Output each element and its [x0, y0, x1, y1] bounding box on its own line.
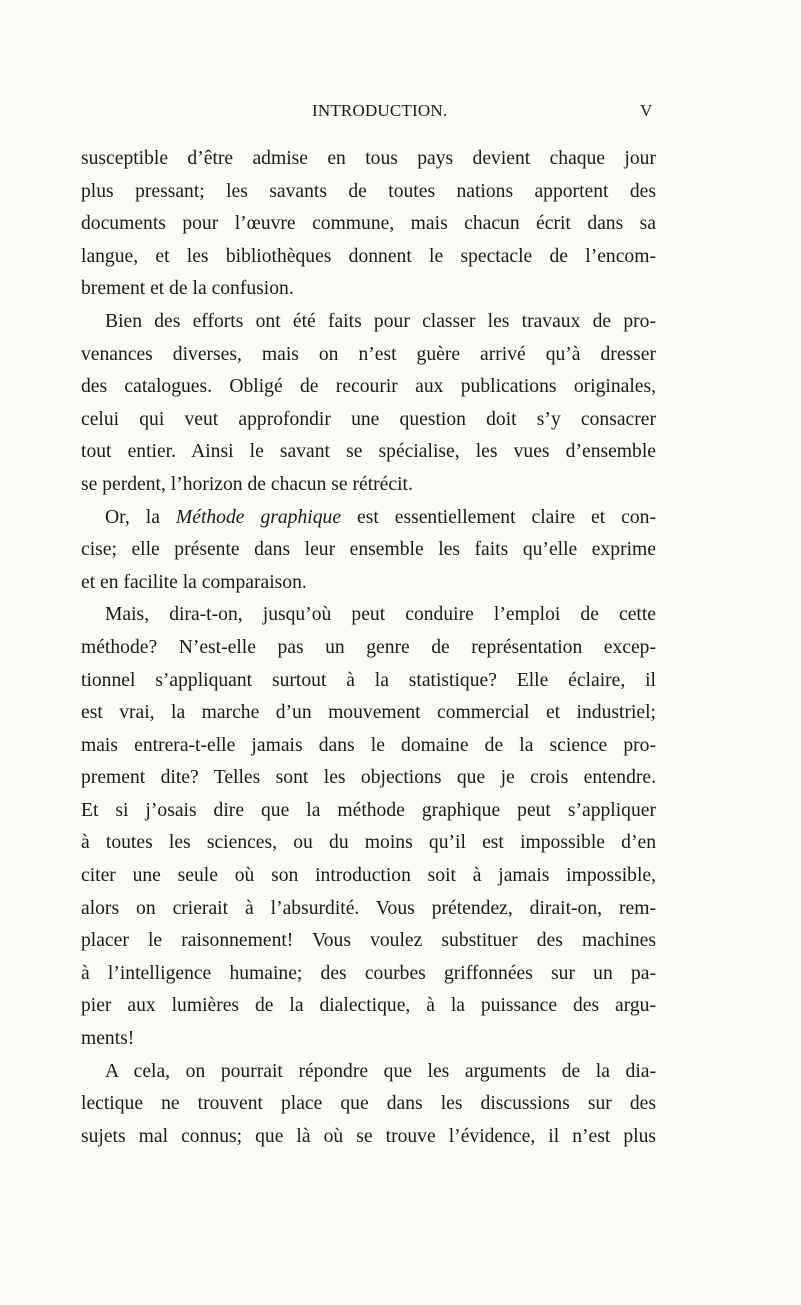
text-line: tionnel s’appliquant surtout à la statistique? Elle éclaire, il — [81, 669, 656, 691]
text-line: méthode? N’est-elle pas un genre de représentation excep- — [81, 636, 656, 658]
text-line: des catalogues. Obligé de recourir aux publications originales, — [81, 376, 656, 398]
body-text — [81, 143, 656, 1153]
text-line: plus pressant; les savants de toutes nations apportent des — [81, 180, 656, 202]
text-line: brement et de la confusion. — [81, 278, 294, 300]
text-run: Or, la — [105, 506, 176, 528]
paragraph-first-line: A cela, on pourrait répondre que les arguments de la dia- — [105, 1060, 656, 1082]
text-line: Et si j’osais dire que la méthode graphique peut s’appliquer — [81, 799, 656, 821]
text-line: celui qui veut approfondir une question doit s’y consacrer — [81, 408, 656, 430]
text-line: à toutes les sciences, ou du moins qu’il est impossible d’en — [81, 832, 656, 854]
paragraph-first-line-with-italic — [81, 502, 656, 535]
text-line: prement dite? Telles sont les objections que je crois entendre. — [81, 767, 656, 789]
text-line: langue, et les bibliothèques donnent le spectacle de l’encom- — [81, 245, 656, 267]
paragraph-first-line: Bien des efforts ont été faits pour classer les travaux de pro- — [105, 310, 656, 332]
text-line: est vrai, la marche d’un mouvement commercial et industriel; — [81, 702, 656, 724]
italic-title: Méthode graphique — [175, 506, 342, 528]
text-line: lectique ne trouvent place que dans les discussions sur des — [81, 1093, 656, 1115]
text-line: sujets mal connus; que là où se trouve l’évidence, il n’est plus — [81, 1125, 656, 1147]
page-number: V — [640, 101, 653, 120]
text-line: documents pour l’œuvre commune, mais chacun écrit dans sa — [81, 213, 656, 235]
running-title: INTRODUCTION. — [312, 101, 448, 120]
text-line: ments! — [81, 1028, 135, 1050]
text-line: alors on crierait à l’absurdité. Vous prétendez, dirait-on, rem- — [81, 897, 656, 919]
text-line: mais entrera-t-elle jamais dans le domaine de la science pro- — [81, 734, 656, 756]
text-line: susceptible d’être admise en tous pays devient chaque jour — [81, 148, 656, 169]
text-line: cise; elle présente dans leur ensemble les faits qu’elle exprime — [81, 539, 656, 561]
paragraph-first-line: Mais, dira-t-on, jusqu’où peut conduire l’emploi de cette — [105, 604, 656, 626]
text-line: citer une seule où son introduction soit à jamais impossible, — [81, 865, 656, 887]
text-line: pier aux lumières de la dialectique, à la puissance des argu- — [81, 995, 656, 1017]
text-line: à l’intelligence humaine; des courbes griffonnées sur un pa- — [81, 962, 656, 984]
running-head — [0, 101, 801, 127]
text-line: tout entier. Ainsi le savant se spécialise, les vues d’ensemble — [81, 441, 656, 463]
text-line: et en facilite la comparaison. — [81, 571, 307, 593]
text-line: placer le raisonnement! Vous voulez substituer des machines — [81, 930, 656, 952]
text-line: se perdent, l’horizon de chacun se rétrécit. — [81, 473, 413, 495]
text-run: est essentiellement claire et con- — [341, 506, 656, 528]
text-line: venances diverses, mais on n’est guère arrivé qu’à dresser — [81, 343, 656, 365]
